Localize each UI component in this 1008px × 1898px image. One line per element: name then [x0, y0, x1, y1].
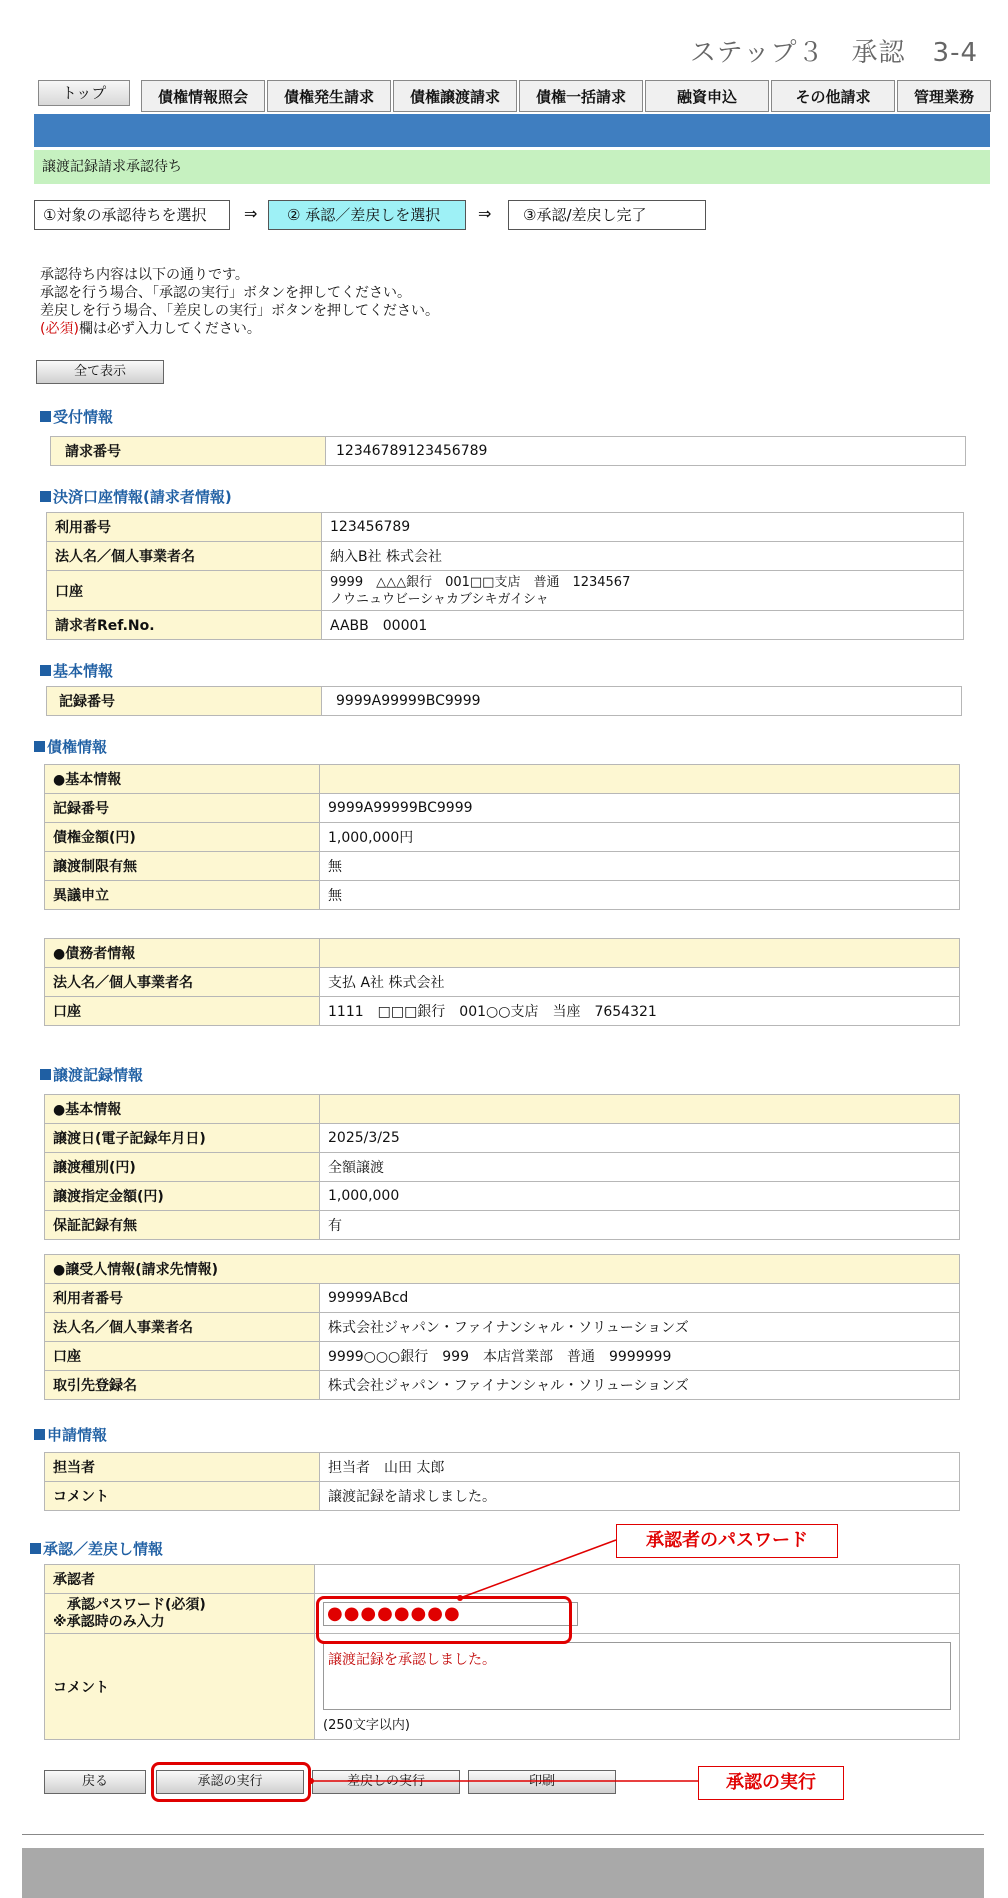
comment-textarea[interactable]: 譲渡記録を承認しました。	[323, 1642, 951, 1710]
row-value: 1111 □□□銀行 001○○支店 当座 7654321	[320, 997, 960, 1026]
tab-saiken-ikkatsu[interactable]: 債権一括請求	[519, 80, 643, 112]
instruction-line: 差戻しを行う場合、「差戻しの実行」ボタンを押してください。	[40, 303, 439, 319]
section-title: 受付情報	[53, 408, 114, 426]
row-label: 担当者	[45, 1453, 320, 1482]
instruction-line: 承認を行う場合、「承認の実行」ボタンを押してください。	[40, 285, 411, 301]
password-callout: 承認者のパスワード	[616, 1524, 838, 1558]
flow-step-3: ③承認/差戻し完了	[508, 200, 706, 230]
row-value: 9999A99999BC9999	[320, 794, 960, 823]
tab-saiken-joto[interactable]: 債権譲渡請求	[393, 80, 517, 112]
section-title: 債権情報	[47, 738, 108, 756]
show-all-button[interactable]: 全て表示	[36, 360, 164, 384]
row-label: 法人名／個人事業者名	[47, 542, 322, 571]
row-value: 無	[320, 881, 960, 910]
tab-top[interactable]: トップ	[38, 80, 130, 106]
section-title: 申請情報	[47, 1426, 108, 1444]
applicant-name: 担当者 山田 太郎	[320, 1453, 960, 1482]
record-number: 9999A99999BC9999	[322, 687, 962, 716]
footer-divider	[22, 1834, 984, 1835]
row-label: 請求者Ref.No.	[47, 611, 322, 640]
row-label: 譲渡種別(円)	[45, 1153, 320, 1182]
row-value: 1,000,000円	[320, 823, 960, 852]
row-value: 株式会社ジャパン・ファイナンシャル・ソリューションズ	[320, 1313, 960, 1342]
approve-button[interactable]: 承認の実行	[156, 1770, 304, 1794]
account-line: 9999 △△△銀行 001□□支店 普通 1234567	[330, 574, 631, 590]
row-label: 口座	[45, 997, 320, 1026]
row-label: 利用者番号	[45, 1284, 320, 1313]
required-tag: (必須)	[40, 321, 79, 337]
password-callout-line	[460, 1540, 616, 1598]
user-number: 123456789	[322, 513, 964, 542]
instruction-line: 承認待ち内容は以下の通りです。	[40, 267, 249, 283]
row-label: 利用番号	[47, 513, 322, 542]
row-label: 譲渡制限有無	[45, 852, 320, 881]
section-title: 決済口座情報(請求者情報)	[53, 488, 232, 506]
password-input[interactable]: ●●●●●●●●	[323, 1602, 578, 1626]
footer-bar	[22, 1848, 984, 1898]
tab-saiken-hassei[interactable]: 債権発生請求	[267, 80, 391, 112]
account-kana: ノウニュウビーシャカブシキガイシャ	[330, 591, 549, 607]
row-label: 債権金額(円)	[45, 823, 320, 852]
password-note: ※承認時のみ入力	[53, 1613, 165, 1630]
row-value: 有	[320, 1211, 960, 1240]
request-number: 12346789123456789	[326, 437, 966, 466]
print-button[interactable]: 印刷	[468, 1770, 616, 1794]
tab-saiken-shokai[interactable]: 債権情報照会	[141, 80, 265, 112]
row-value: 無	[320, 852, 960, 881]
section-title: 承認／差戻し情報	[43, 1540, 164, 1558]
tab-kanri[interactable]: 管理業務	[897, 80, 991, 112]
row-label: コメント	[45, 1482, 320, 1511]
row-label: 保証記録有無	[45, 1211, 320, 1240]
approve-callout: 承認の実行	[698, 1766, 844, 1800]
row-label: 法人名／個人事業者名	[45, 1313, 320, 1342]
tab-yushi[interactable]: 融資申込	[645, 80, 769, 112]
corporate-name: 納入B社 株式会社	[322, 542, 964, 571]
instruction-text: 欄は必ず入力してください。	[78, 321, 261, 337]
page-title: 譲渡記録請求承認待ち	[34, 150, 990, 184]
reject-button[interactable]: 差戻しの実行	[312, 1770, 460, 1794]
section-title: 譲渡記録情報	[53, 1066, 144, 1084]
row-label: 口座	[45, 1342, 320, 1371]
flow-arrow-icon: ⇒	[244, 204, 258, 223]
comment-limit-note: (250文字以内)	[323, 1718, 410, 1733]
flow-step-2: ② 承認／差戻しを選択	[268, 200, 466, 230]
row-label: コメント	[45, 1634, 315, 1740]
row-value: 9999○○○銀行 999 本店営業部 普通 9999999	[320, 1342, 960, 1371]
row-label: 法人名／個人事業者名	[45, 968, 320, 997]
approve-callout-dot-icon	[308, 1778, 314, 1784]
group-header: ●譲受人情報(請求先情報)	[45, 1255, 960, 1284]
row-label: 異議申立	[45, 881, 320, 910]
tab-sonota[interactable]: その他請求	[771, 80, 895, 112]
row-label: 記録番号	[47, 687, 322, 716]
step-title: ステップ３ 承認 3-4	[690, 38, 978, 68]
back-button[interactable]: 戻る	[44, 1770, 146, 1794]
row-value: 2025/3/25	[320, 1124, 960, 1153]
section-title: 基本情報	[53, 662, 114, 680]
row-label: 記録番号	[45, 794, 320, 823]
applicant-comment: 譲渡記録を請求しました。	[320, 1482, 960, 1511]
group-header: ●基本情報	[45, 765, 320, 794]
password-callout-dot-icon	[457, 1595, 463, 1601]
row-value: 全額譲渡	[320, 1153, 960, 1182]
row-value: 支払 A社 株式会社	[320, 968, 960, 997]
group-header: ●債務者情報	[45, 939, 320, 968]
ref-number: AABB 00001	[322, 611, 964, 640]
flow-step-1: ①対象の承認待ちを選択	[34, 200, 230, 230]
group-header: ●基本情報	[45, 1095, 320, 1124]
row-label: 口座	[47, 571, 322, 611]
row-value: 1,000,000	[320, 1182, 960, 1211]
flow-arrow-icon: ⇒	[478, 204, 492, 223]
row-label: 取引先登録名	[45, 1371, 320, 1400]
row-value: 99999ABcd	[320, 1284, 960, 1313]
row-value: 株式会社ジャパン・ファイナンシャル・ソリューションズ	[320, 1371, 960, 1400]
row-label: 譲渡指定金額(円)	[45, 1182, 320, 1211]
row-label: 承認者	[45, 1565, 315, 1594]
row-label: 譲渡日(電子記録年月日)	[45, 1124, 320, 1153]
row-label: 請求番号	[51, 437, 326, 466]
password-label-text: 承認パスワード(必須)	[67, 1596, 206, 1613]
